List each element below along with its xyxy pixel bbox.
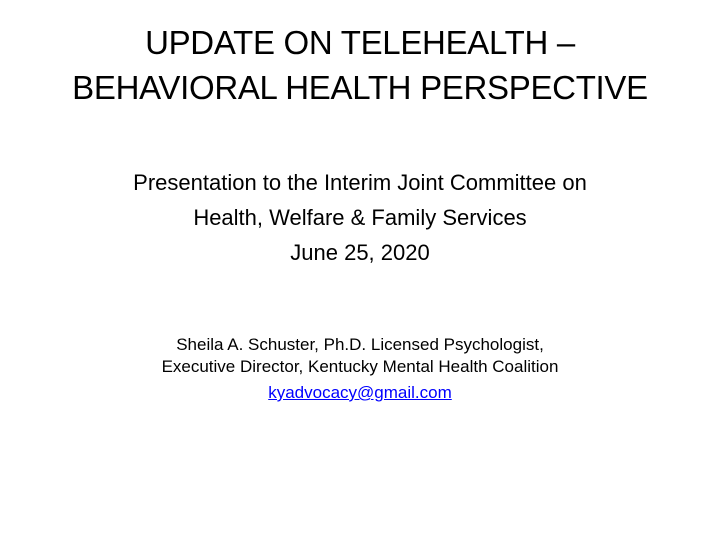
author-name-credentials: Sheila A. Schuster, Ph.D. Licensed Psychologist, <box>176 335 544 354</box>
slide-title <box>40 20 680 110</box>
slide-title-line-1: UPDATE ON TELEHEALTH – <box>145 24 575 61</box>
slide-title-line-2: BEHAVIORAL HEALTH PERSPECTIVE <box>72 69 648 106</box>
author-title: Executive Director, Kentucky Mental Health Coalition <box>161 357 559 376</box>
presentation-date: June 25, 2020 <box>290 240 430 265</box>
email-link[interactable]: kyadvocacy@gmail.com <box>268 383 452 402</box>
slide-subtitle <box>40 165 680 270</box>
subtitle-line-2: Health, Welfare & Family Services <box>193 205 527 230</box>
author-block <box>40 334 680 378</box>
contact-block <box>40 381 680 405</box>
subtitle-line-1: Presentation to the Interim Joint Committee on <box>133 170 587 195</box>
